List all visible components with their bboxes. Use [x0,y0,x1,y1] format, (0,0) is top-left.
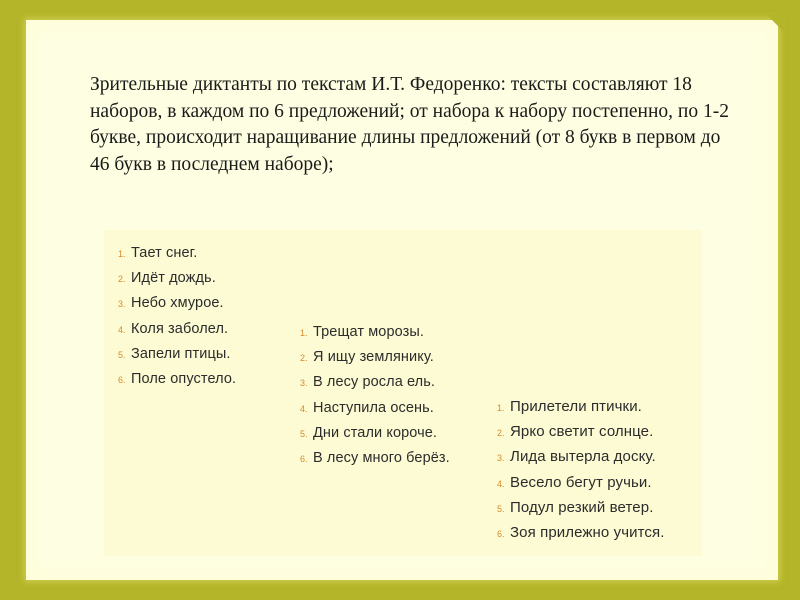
list-item [497,423,664,448]
item-text: Дни стали короче. [313,424,438,441]
list-item [300,425,450,450]
list-item [300,349,450,374]
item-text: Я ищу землянику. [313,349,434,366]
item-text: Поле опустело. [131,370,237,387]
item-number: 6. [118,374,126,385]
list-item [497,499,664,524]
item-text: Ярко светит солнце. [510,423,654,441]
item-text: Коля заболел. [131,320,229,337]
dictation-set-1 [118,245,236,396]
item-number: 4. [118,324,126,335]
item-text: Запели птицы. [131,345,231,362]
item-text: Наступила осень. [313,399,434,416]
list-item [497,474,664,499]
item-number: 3. [118,299,126,310]
slide-paragraph: Зрительные диктанты по текстам И.Т. Федоренко: тексты составляют 18 наборов, в каждом по 6 предложений; от набора к набору постепенно, по 1-2 букве, происходит наращивание длины предложений (от 8 букв в первом до 46 букв в последнем наборе); [90,74,729,175]
list-item [300,374,450,399]
item-number: 1. [118,249,126,259]
item-text: В лесу много берёз. [313,449,450,466]
item-text: Трещат морозы. [313,324,425,340]
dictation-set-2 [300,324,450,475]
item-number: 5. [118,349,126,360]
list-item [118,346,236,371]
item-text: Весело бегут ручьи. [510,473,652,491]
item-text: В лесу росла ель. [313,374,436,391]
slide [26,20,778,580]
item-number: 4. [497,478,505,489]
list-item [118,295,236,320]
list-item [118,371,236,396]
list-item [497,398,664,423]
list-item [118,270,236,295]
dictation-examples-panel [104,230,702,556]
item-number: 3. [497,453,505,464]
item-text: Тает снег. [131,245,198,261]
item-number: 2. [118,274,126,285]
list-item [118,245,236,270]
item-text: Небо хмурое. [131,295,224,312]
item-number: 6. [497,528,505,539]
item-number: 2. [300,353,308,364]
list-item [300,324,450,349]
item-number: 3. [300,378,308,389]
list-item [497,448,664,473]
list-item [497,524,664,549]
item-number: 1. [300,328,308,338]
dictation-set-3 [497,398,664,549]
list-item [118,321,236,346]
item-text: Зоя прилежно учится. [510,523,665,541]
item-number: 6. [300,453,308,464]
list-item [300,450,450,475]
item-number: 5. [300,428,308,439]
item-number: 2. [497,428,505,439]
item-number: 4. [300,403,308,414]
item-number: 5. [497,503,505,514]
item-text: Прилетели птички. [510,398,642,415]
slide-corner-decoration [766,14,784,32]
item-text: Идёт дождь. [131,270,216,287]
item-number: 1. [497,403,505,413]
item-text: Подул резкий ветер. [510,498,654,516]
list-item [300,400,450,425]
item-text: Лида вытерла доску. [510,448,656,466]
